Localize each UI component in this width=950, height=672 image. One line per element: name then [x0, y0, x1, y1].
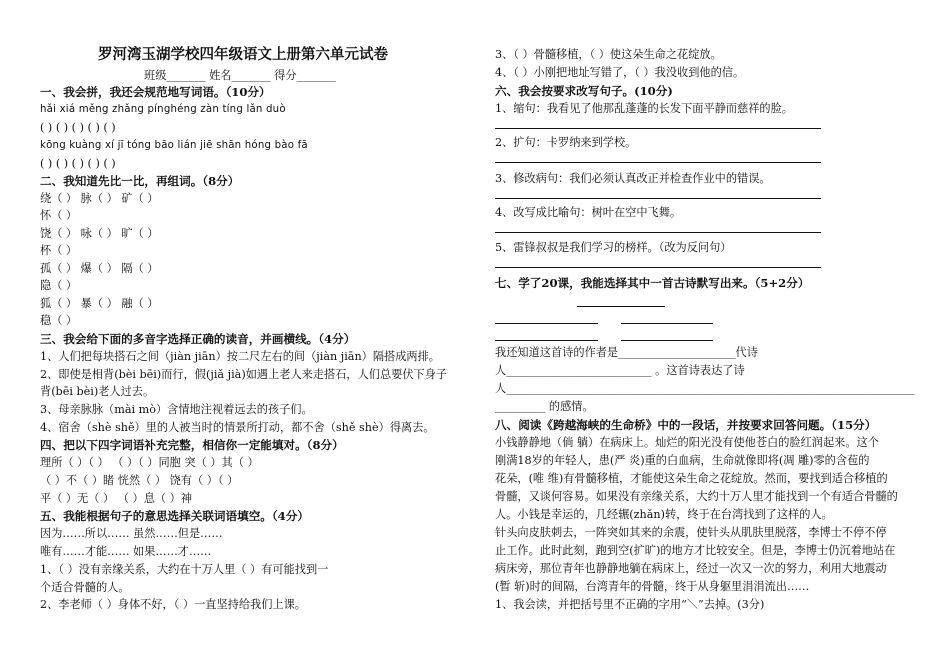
poem-line-1[interactable] — [495, 323, 598, 324]
section-6-heading: 六、我会按要求改写句子。(10分) — [495, 84, 673, 98]
polyphone-item-3: 3、母亲脉脉（mài mò）含情地注视着远去的孩子们。 — [40, 403, 313, 416]
answer-line-5[interactable] — [495, 267, 821, 268]
pinyin-row-1: hǎi xiá měng zhǎng pínghéng zàn tíng lǎn duò — [40, 104, 286, 115]
section-5-heading: 五、我能根据句子的意思选择关联词语填空。（4分） — [40, 509, 309, 523]
answer-blanks-row-1: ( ) ( ) ( ) ( ) ( ) — [40, 121, 116, 134]
compare-row-2: 怀（ ） — [40, 209, 78, 222]
answer-line-4[interactable] — [495, 232, 821, 233]
poem-line-3[interactable] — [495, 340, 598, 341]
section-7-heading: 七、学了20课，我能选择其中一首古诗默写出来。（5+2分） — [495, 276, 810, 290]
polyphone-item-2: 2、即使是相背(bèi bēi)而行，假(jiǎ jià)如遇上老人来走搭石，人们总要伏下身子 — [40, 368, 448, 381]
polyphone-item-2-cont: 背(bēi bèi)老人过去。 — [40, 385, 155, 398]
conjunction-options-1: 因为……所以…… 虽然……但是…… — [40, 527, 223, 540]
answer-line-3[interactable] — [495, 198, 821, 199]
answer-line-2[interactable] — [495, 162, 821, 163]
polyphone-item-1: 1、人们把每块搭石之间（jiàn jiān）按二尺左右的间（jiàn jiān）隔搭成两排。 — [40, 350, 440, 363]
idiom-row-3: 平（ ）无（ ） （ ）息（ ）神 — [40, 492, 193, 505]
reading-passage-line-6: 针头向皮肤刺去，一阵突如其来的余震，使针头从肌肤里脱落，李博士不停不停 — [495, 526, 887, 539]
conjunction-item-3: 3、（ ）骨髓移植，（ ）使这朵生命之花绽放。 — [495, 48, 722, 61]
poem-title-line[interactable] — [577, 306, 665, 307]
page-title: 罗河湾玉湖学校四年级语文上册第六单元试卷 — [98, 46, 388, 63]
section-2-heading: 二、我知道先比一比，再组词。（8分） — [40, 174, 240, 188]
reading-passage-line-2: 刚满18岁的年轻人，患(严 炎)重的白血病，生命就像即将(凋 雕)零的含苞的 — [495, 454, 870, 467]
compare-row-4: 杯（ ） — [40, 244, 78, 257]
conjunction-options-2: 唯有……才能…… 如果……才…… — [40, 545, 212, 558]
pinyin-row-2: kōng kuàng xí jī tóng bāo lián jiē shān hóng bào fā — [40, 140, 308, 151]
section-3-heading: 三、我会给下面的多音字选择正确的读音，并画横线。（4分） — [40, 332, 356, 346]
student-info-line: 班级_______ 姓名_______ 得分_______ — [144, 69, 336, 82]
compare-row-3: 饶（ ） 咏（ ） 旷（ ） — [40, 227, 159, 240]
idiom-row-2: （ ）不（ ）睹 恍然（ ） 饶有（ ）（ ） — [40, 474, 239, 487]
compare-row-6: 隐（ ） — [40, 279, 78, 292]
compare-row-1: 绕（ ） 脉（ ） 矿（ ） — [40, 192, 159, 205]
poem-feeling-line-2: 人_________________________________________________________________________ — [495, 382, 915, 395]
conjunction-item-2: 2、李老师（ ）身体不好，（ ）一直坚持给我们上课。 — [40, 598, 306, 611]
section-8-heading: 八、阅读《跨越海峡的生命桥》中的一段话，并按要求回答问题。（15分） — [495, 418, 877, 432]
rewrite-item-1: 1、缩句：我看见了他那乱蓬蓬的长发下面平静而慈祥的脸。 — [495, 102, 793, 115]
answer-blanks-row-2: ( ) ( ) ( ) ( ) ( ) — [40, 157, 116, 170]
reading-passage-line-7: 止工作。此时此刻，跑到空(扩旷)的地方才比较安全。但是，李博士仍沉着地站在 — [495, 544, 896, 557]
poem-line-2[interactable] — [621, 323, 713, 324]
reading-passage-line-1: 小钱静静地（倘 躺）在病床上。灿烂的阳光没有使他苍白的脸红润起来。这个 — [495, 436, 879, 449]
poem-author-line: 我还知道这首诗的作者是_____________________代诗 — [495, 346, 758, 359]
reading-question-1: 1、我会读，并把括号里不正确的字用“＼”去掉。(3分) — [495, 598, 765, 611]
compare-row-5: 孤（ ） 爆（ ） 隔（ ） — [40, 262, 159, 275]
reading-passage-line-9: (暂 斩)时的间隔，台湾青年的骨髓，终于从身躯里涓涓流出…… — [495, 580, 810, 593]
compare-row-8: 稳（ ） — [40, 314, 78, 327]
conjunction-item-1: 1、（ ）没有亲缘关系，大约在十万人里（ ）有可能找到一 — [40, 563, 329, 576]
reading-passage-line-3: 花朵，(唯 维)有骨髓移植，才能使这朵生命之花绽放。然而，要找到适合移植的 — [495, 472, 888, 485]
polyphone-item-4: 4、宿舍（shè shě）里的人被当时的情景所打动，都不舍（shě shè）得离去。 — [40, 421, 435, 434]
rewrite-item-5: 5、雷锋叔叔是我们学习的榜样。（改为反问句） — [495, 241, 732, 254]
compare-row-7: 狐（ ） 暴（ ） 融（ ） — [40, 297, 159, 310]
section-1-heading: 一、我会拼，我还会规范地写词语。（10分） — [40, 85, 271, 99]
poem-line-4[interactable] — [621, 340, 713, 341]
reading-passage-line-8: 病床旁，那位青年也静静地躺在病床上，经过一次又一次的努力，利用大地震动 — [495, 562, 887, 575]
answer-line-1[interactable] — [495, 128, 821, 129]
conjunction-item-1-cont: 个适合骨髓的人。 — [40, 581, 130, 594]
section-4-heading: 四、把以下四字词语补充完整，相信你一定能填对。（8分） — [40, 438, 344, 452]
rewrite-item-3: 3、修改病句：我们必须认真改正并检查作业中的错误。 — [495, 172, 771, 185]
reading-passage-line-4: 骨髓，又谈何容易。如果没有亲缘关系，大约十万人里才能找到一个有适合骨髓的 — [495, 490, 898, 503]
poem-feeling-line-1: 人__________________________ 。这首诗表达了诗 — [495, 364, 745, 377]
conjunction-item-4: 4、（ ）小刚把地址写错了，（ ）我没收到他的信。 — [495, 66, 745, 79]
rewrite-item-4: 4、改写成比喻句：树叶在空中飞舞。 — [495, 206, 682, 219]
idiom-row-1: 理所（ ）（ ） （ ）（ ）同胞 突（ ）其（ ） — [40, 456, 259, 469]
reading-passage-line-5: 人。小钱是幸运的，几经辗(zhǎn)转，终于在台湾找到了这样的人。 — [495, 508, 833, 521]
rewrite-item-2: 2、扩句：卡罗纳来到学校。 — [495, 136, 637, 149]
poem-feeling-line-3: _________ 的感情。 — [495, 400, 594, 413]
